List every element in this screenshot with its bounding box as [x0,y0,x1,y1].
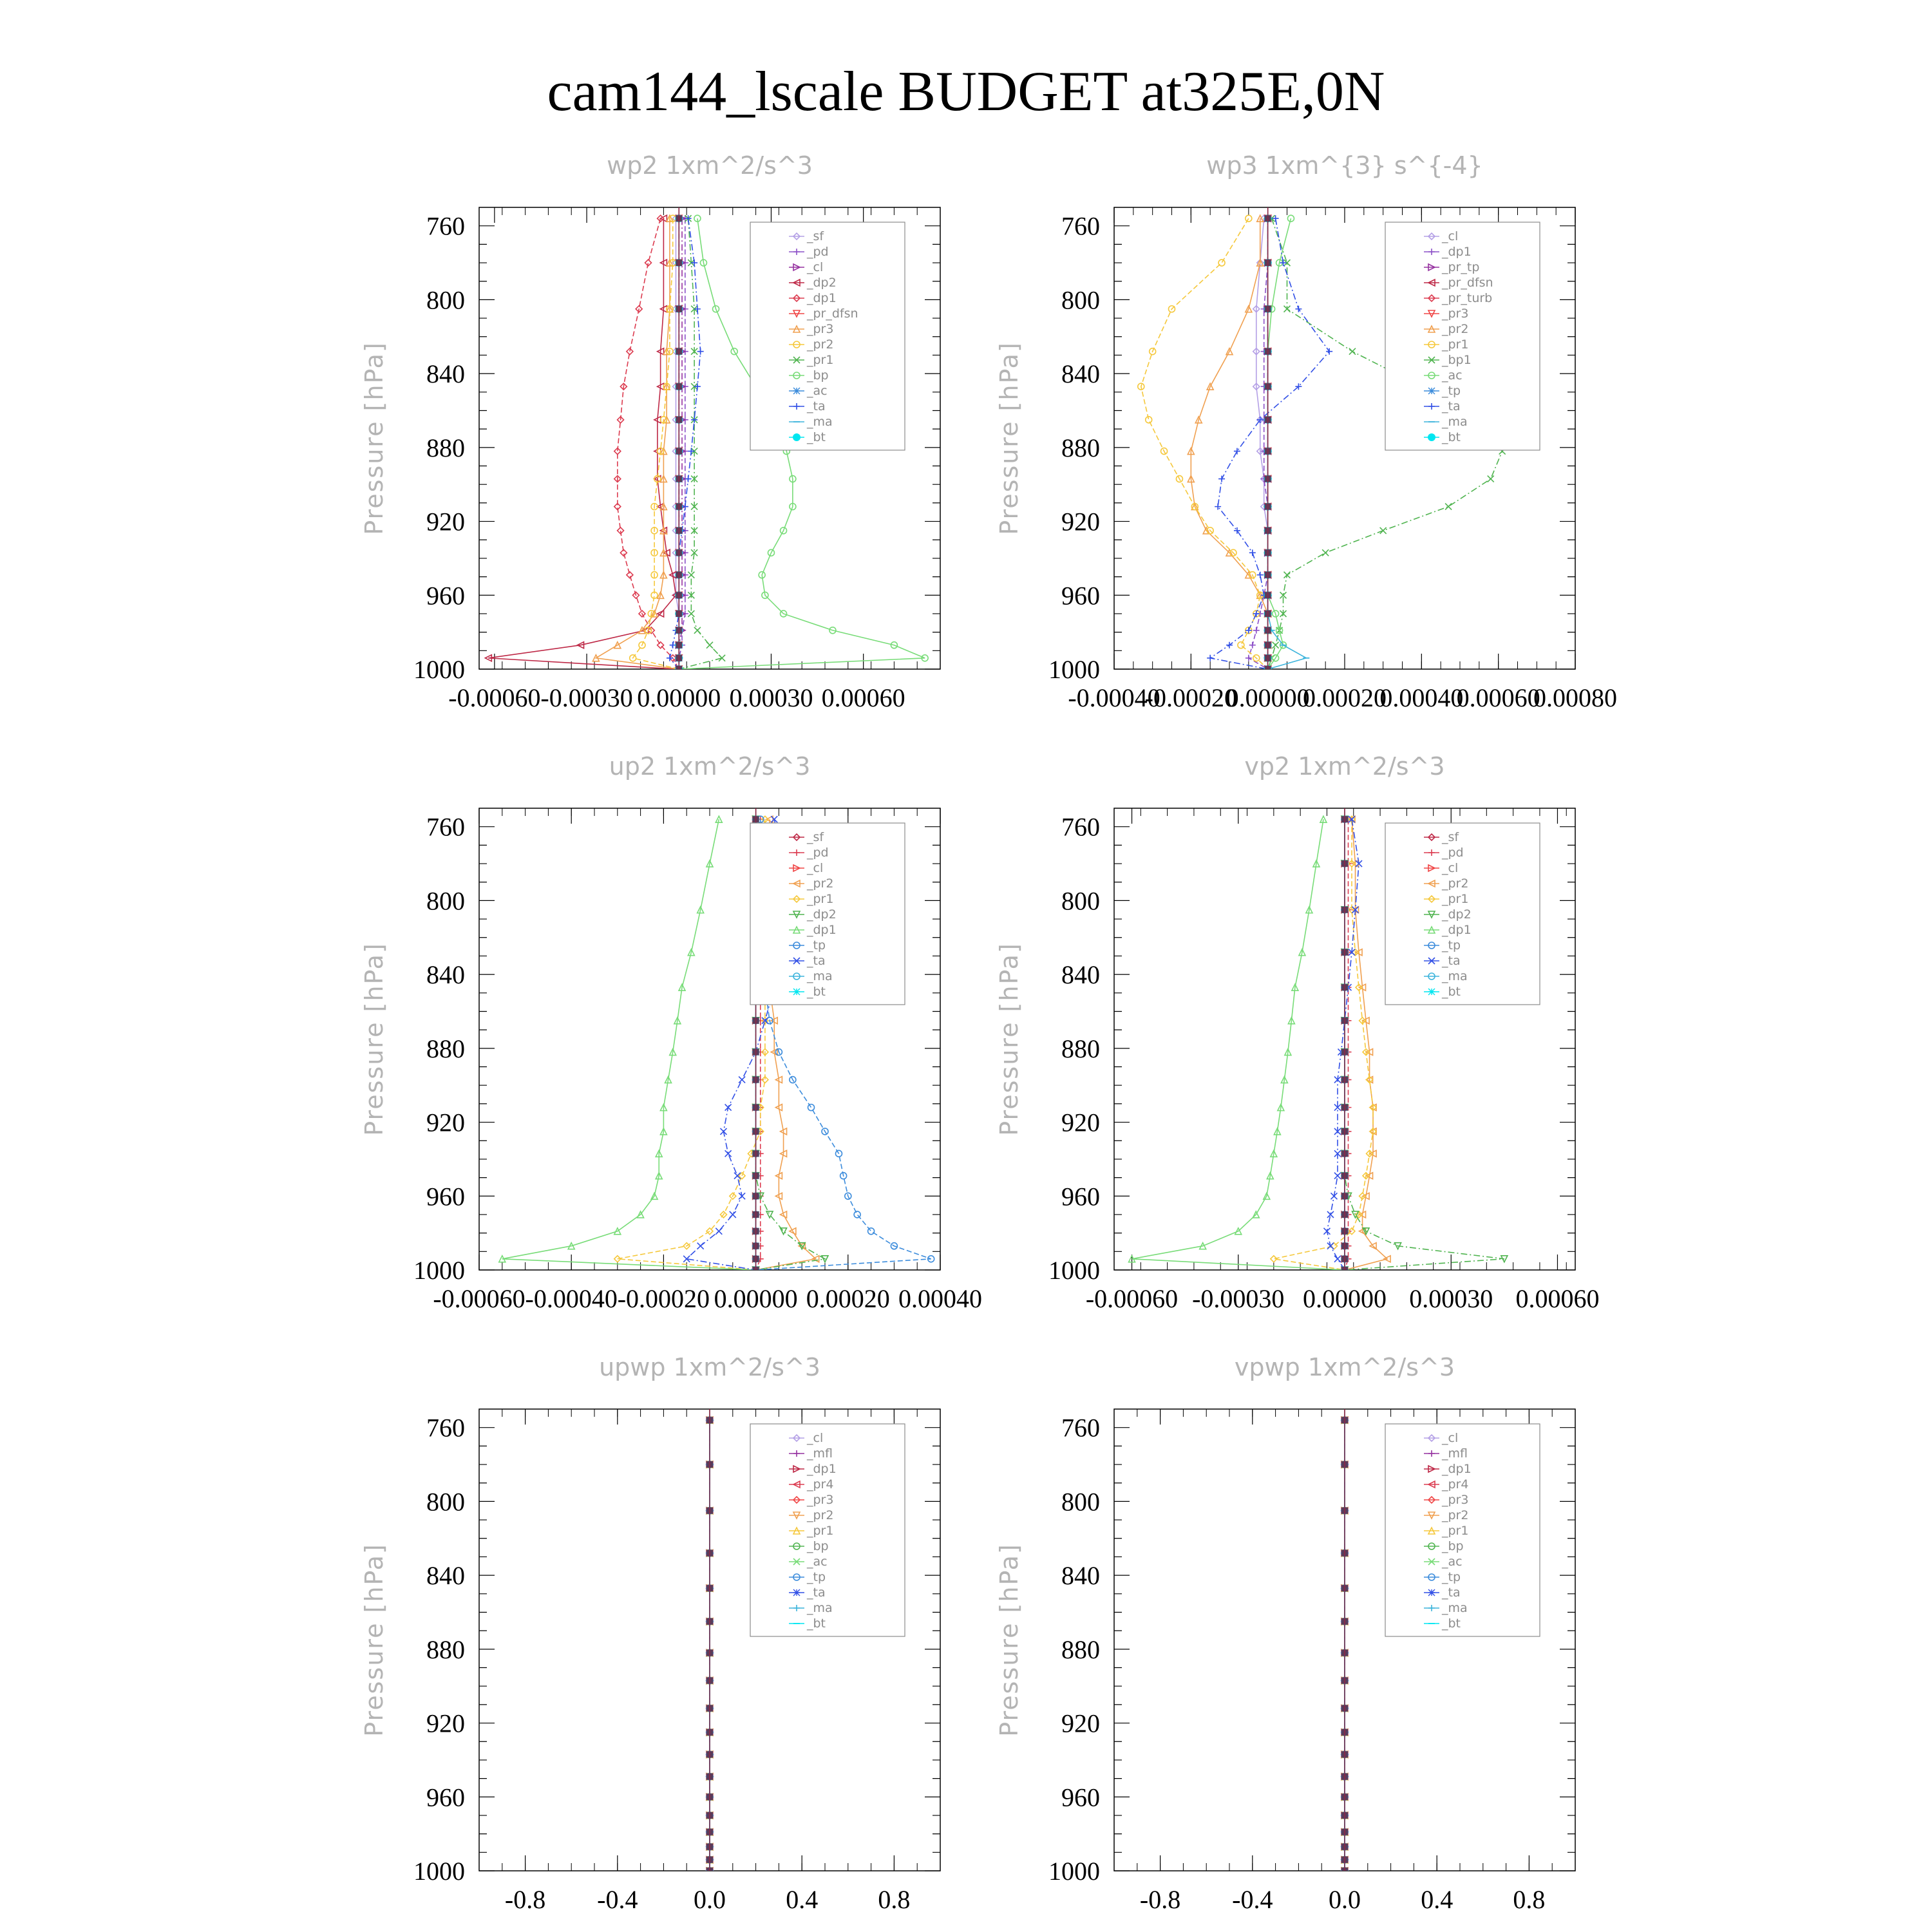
y-tick-label: 1000 [413,655,465,684]
series-point [1327,1243,1334,1249]
x-tick-label: -0.00040 [525,1284,618,1313]
legend-label: _ta [1442,954,1461,968]
y-tick-label: 840 [1061,359,1100,389]
series-point [627,572,633,578]
legend-label: _ma [1442,415,1468,429]
y-tick-label: 840 [1061,960,1100,990]
legend-label: _pr1 [807,892,834,906]
panel-title: upwp 1xm^2/s^3 [599,1353,820,1381]
legend-label: _dp1 [1442,1462,1472,1476]
series-line [618,819,765,1270]
y-tick-label: 800 [426,1487,465,1517]
series-point [1334,1173,1341,1179]
legend-label: _pr_turb [1442,291,1493,305]
legend-label: _pr2 [807,876,834,891]
series-line [1191,218,1267,669]
x-tick-label: 0.4 [786,1885,819,1914]
legend-label: _ma [807,415,833,429]
series-point [1245,655,1252,661]
legend-label: _ta [1442,399,1461,413]
y-tick-label: 880 [426,1634,465,1664]
x-tick-label: -0.8 [504,1885,546,1914]
legend-label: _cl [1442,1431,1459,1445]
series-line [1210,218,1329,669]
series-point [719,655,725,661]
x-tick-label: 0.00060 [1456,683,1540,712]
series-point [1249,642,1256,649]
legend-label: _tp [807,1570,826,1584]
legend-label: _dp1 [807,291,837,305]
legend-label: _bp1 [1442,353,1472,367]
legend-label: _sf [1442,830,1459,844]
panel-title: wp2 1xm^2/s^3 [607,151,813,180]
legend-label: _bt [807,985,826,999]
series-line [488,218,676,669]
legend-label: _pr4 [1442,1477,1469,1492]
legend-label: _bt [807,1616,826,1631]
x-tick-label: 0.8 [1513,1885,1546,1914]
legend-label: _pr1 [1442,1524,1469,1538]
series-line [1345,819,1349,1270]
series-point [688,611,694,617]
legend-label: _pr2 [807,337,834,352]
legend-label: _bp [807,368,829,383]
panel-title: up2 1xm^2/s^3 [609,752,811,781]
legend-label: _cl [1442,861,1459,875]
legend-label: _pr3 [1442,307,1469,321]
x-tick-label: -0.00060 [448,683,541,712]
x-tick-label: 0.00030 [729,683,813,712]
legend-label: _pr1 [1442,337,1469,352]
legend-label: _ta [807,954,826,968]
x-tick-label: -0.00030 [1192,1284,1285,1313]
legend-label: _ma [1442,1601,1468,1615]
series-line [1141,218,1268,669]
series-point [706,642,713,649]
y-tick-label: 800 [1061,285,1100,315]
legend-label: _tp [1442,1570,1461,1584]
legend-label: _tp [1442,384,1461,398]
series-point [682,504,688,510]
legend-label: _pr_tp [1442,260,1480,274]
legend-label: _mfl [807,1446,833,1461]
chart-panel [360,752,982,1313]
legend-label: _ac [807,384,828,398]
legend-label: _bt [1442,430,1461,444]
legend-label: _cl [807,861,824,875]
y-tick-label: 880 [1061,1634,1100,1664]
x-tick-label: -0.00040 [1068,683,1160,712]
y-axis-label: Pressure [hPa] [995,341,1023,535]
y-tick-label: 960 [1061,581,1100,611]
y-tick-label: 920 [426,507,465,536]
legend-label: _pr3 [1442,1493,1469,1507]
y-tick-label: 880 [1061,1034,1100,1063]
legend-label: _dp2 [807,276,837,290]
series-point [694,306,701,312]
legend-marker [1428,1589,1435,1596]
x-tick-label: -0.00020 [1144,683,1237,712]
legend-label: _pd [1442,846,1464,860]
x-tick-label: 0.00040 [1379,683,1464,712]
series-point [1238,642,1244,649]
legend-label: _bp [807,1539,829,1553]
series-point [691,260,697,266]
series-point [670,642,676,649]
legend-label: _pr2 [807,1508,834,1522]
series-line [502,819,756,1270]
y-tick-label: 880 [426,433,465,462]
x-tick-label: 0.00000 [1226,683,1310,712]
x-tick-label: 0.0 [694,1885,726,1914]
x-tick-label: 0.8 [878,1885,911,1914]
series-line [1327,819,1359,1270]
x-tick-label: 0.00080 [1533,683,1617,712]
series-point [697,1243,704,1249]
chart-panel [360,1353,940,1914]
y-tick-label: 800 [426,285,465,315]
legend-marker [793,1589,800,1596]
series-point [1295,306,1302,312]
x-tick-label: 0.00000 [714,1284,798,1313]
series-point [868,1228,875,1235]
series-group [1341,1409,1348,1874]
series-point [1234,448,1240,455]
legend-label: _mfl [1442,1446,1468,1461]
y-tick-label: 760 [426,211,465,241]
series-point [1488,476,1494,482]
legend-label: _pr3 [807,322,834,336]
chart-panel [360,151,940,712]
legend-label: _ma [1442,969,1468,983]
series-point [730,1211,736,1218]
legend-marker [1428,433,1435,441]
x-tick-label: -0.00060 [1085,1284,1179,1313]
y-tick-label: 840 [426,1561,465,1591]
legend-label: _tp [807,938,826,952]
y-tick-label: 880 [1061,433,1100,462]
x-tick-label: -0.4 [1232,1885,1273,1914]
y-tick-label: 880 [426,1034,465,1063]
legend-label: _bt [1442,1616,1461,1631]
x-tick-label: 0.00020 [806,1284,890,1313]
legend-label: _pr2 [1442,876,1469,891]
y-tick-label: 760 [426,1413,465,1443]
legend-label: _bt [1442,985,1461,999]
series-group [706,1409,713,1874]
series-point [694,383,701,390]
legend-label: _bt [807,430,826,444]
series-point [1218,260,1225,266]
legend-label: _ta [807,399,826,413]
legend-label: _cl [807,1431,824,1445]
legend-label: _tp [1442,938,1461,952]
series-point [1218,476,1225,482]
legend-label: _cl [1442,229,1459,243]
y-tick-label: 920 [1061,1709,1100,1738]
x-tick-label: -0.4 [597,1885,638,1914]
y-tick-label: 840 [1061,1561,1100,1591]
legend-label: _pr_dfsn [1442,276,1493,290]
legend-label: _sf [807,229,824,243]
panel-title: wp3 1xm^{3} s^{-4} [1206,151,1483,180]
y-tick-label: 960 [426,1182,465,1211]
series-point [1445,504,1452,510]
series-point [725,1150,732,1157]
series-point [739,1077,745,1083]
series-point [688,572,694,578]
series-line [1256,218,1268,669]
legend-label: _pr3 [807,1493,834,1507]
series-point [1380,527,1387,534]
x-tick-label: -0.00030 [540,683,633,712]
x-tick-label: 0.00030 [1409,1284,1493,1313]
x-tick-label: -0.00060 [433,1284,526,1313]
x-tick-label: 0.00000 [637,683,721,712]
series-point [715,1228,722,1235]
x-tick-label: 0.0 [1329,1885,1361,1914]
legend-marker [793,388,800,394]
y-tick-label: 800 [426,886,465,916]
legend-label: _ta [807,1586,826,1600]
legend-label: _ma [807,969,833,983]
legend-marker [1428,989,1435,995]
y-tick-label: 960 [1061,1783,1100,1812]
series-point [734,1173,741,1179]
legend-marker [793,433,800,441]
series-point [808,1104,815,1111]
series-point [1322,549,1329,556]
panel-title: vp2 1xm^2/s^3 [1244,752,1445,781]
legend-label: _ta [1442,1586,1461,1600]
legend-label: _pr_dfsn [807,307,858,321]
series-point [1253,627,1260,634]
y-tick-label: 760 [1061,211,1100,241]
x-tick-label: 0.00020 [1303,683,1387,712]
legend-label: _pd [807,245,829,259]
series-line [633,218,679,669]
legend-label: _sf [807,830,824,844]
legend-label: _dp1 [1442,245,1472,259]
series-point [694,627,701,634]
y-tick-label: 1000 [413,1857,465,1886]
legend-label: _dp1 [807,923,837,937]
y-tick-label: 760 [1061,1413,1100,1443]
x-tick-label: 0.00040 [898,1284,982,1313]
legend-label: _pr4 [807,1477,834,1492]
y-tick-label: 920 [1061,507,1100,536]
chart-panel [995,752,1599,1313]
series-point [1215,504,1221,510]
y-tick-label: 1000 [1048,655,1100,684]
panel-title: vpwp 1xm^2/s^3 [1234,1353,1455,1381]
y-tick-label: 760 [1061,812,1100,842]
y-axis-label: Pressure [hPa] [995,1543,1023,1737]
y-axis-label: Pressure [hPa] [995,942,1023,1136]
legend-label: _pr2 [1442,322,1469,336]
legend-label: _pr2 [1442,1508,1469,1522]
legend-label: _dp1 [807,1462,837,1476]
page-title: cam144_lscale BUDGET at325E,0N [547,61,1385,123]
y-tick-label: 840 [426,359,465,389]
chart-panel [995,1353,1575,1914]
x-tick-label: -0.8 [1139,1885,1181,1914]
series-point [685,476,692,482]
chart-panel [995,151,1617,712]
series-line [596,218,679,669]
y-tick-label: 920 [426,1709,465,1738]
x-tick-label: 0.4 [1421,1885,1454,1914]
y-tick-label: 920 [1061,1108,1100,1137]
series-line [1132,819,1345,1270]
legend-label: _ac [1442,368,1463,383]
series-point [854,1211,860,1218]
x-tick-label: 0.00060 [821,683,905,712]
y-tick-label: 1000 [1048,1857,1100,1886]
legend-label: _dp2 [1442,907,1472,922]
y-axis-label: Pressure [hPa] [360,1543,388,1737]
legend-marker [1428,388,1435,394]
series-point [1257,572,1264,578]
legend-label: _dp1 [1442,923,1472,937]
x-tick-label: -0.00020 [617,1284,710,1313]
y-tick-label: 960 [426,1783,465,1812]
y-tick-label: 960 [1061,1182,1100,1211]
legend-label: _cl [807,260,824,274]
series-point [1207,655,1213,661]
y-tick-label: 840 [426,960,465,990]
series-point [1349,348,1356,355]
legend-label: _pr1 [807,353,834,367]
legend-label: _pr1 [1442,892,1469,906]
y-axis-label: Pressure [hPa] [360,341,388,535]
series-point [688,448,694,455]
legend-label: _dp2 [807,907,837,922]
y-axis-label: Pressure [hPa] [360,942,388,1136]
legend-marker [793,989,800,995]
series-point [1273,642,1279,649]
y-tick-label: 1000 [1048,1256,1100,1285]
y-tick-label: 760 [426,812,465,842]
series-point [781,1228,787,1235]
legend-label: _ma [807,1601,833,1615]
x-tick-label: 0.00060 [1515,1284,1600,1313]
series-point [1334,1256,1341,1262]
series-line [1345,819,1387,1270]
y-tick-label: 800 [1061,1487,1100,1517]
series-point [1249,549,1256,556]
x-tick-label: 0.00000 [1303,1284,1387,1313]
y-tick-label: 1000 [413,1256,465,1285]
y-tick-label: 960 [426,581,465,611]
legend-label: _ac [807,1555,828,1569]
legend-label: _bp [1442,1539,1464,1553]
legend-label: _pd [807,846,829,860]
series-point [697,348,704,355]
legend-label: _ac [1442,1555,1463,1569]
y-tick-label: 800 [1061,886,1100,916]
y-tick-label: 920 [426,1108,465,1137]
legend-label: _pr1 [807,1524,834,1538]
